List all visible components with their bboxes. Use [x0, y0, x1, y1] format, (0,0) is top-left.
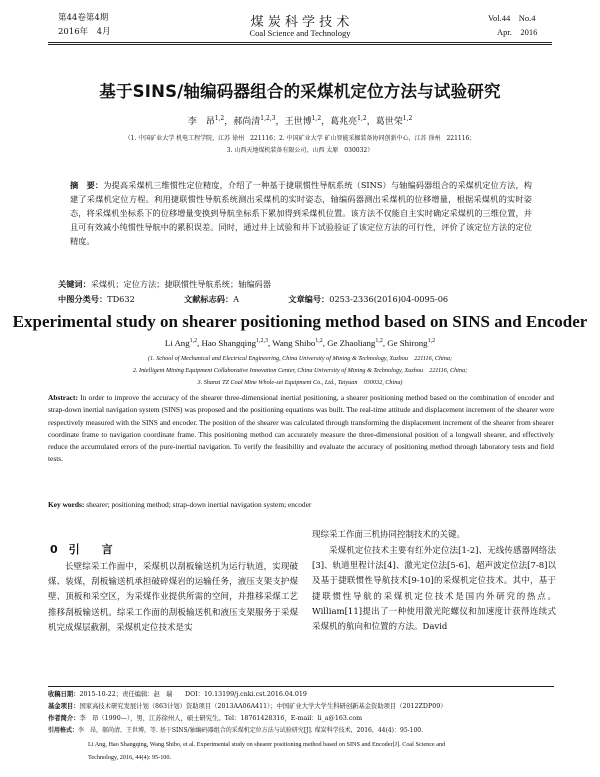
header-date-cn: 2016年 4月 [58, 27, 111, 37]
footnote-label: 作者简介： [48, 715, 80, 722]
footnote-citation-en-1: Li Ang, Hao Shangqing, Wang Shibo, et al. Experimental study on shearer positioning method based on SINS and Encoder[J]. Coal Science and [88, 741, 446, 748]
keywords-en-text: shearer; positioning method; strap-down inertial navigation system; encoder [86, 500, 312, 509]
affiliation-en-line: (1. School of Mechanical and Electrical Engineering, China University of Mining & Technology, Xuzhou 221116, China; [147, 355, 453, 362]
article-number-value: 0253-2336(2016)04-0095-06 [329, 294, 449, 304]
header-rule [48, 42, 552, 43]
footnote-citation-en-2: Technology, 2016, 44(4): 95-100. [88, 754, 172, 761]
author-cn: 郝尚清$^{1,2,3}$ [233, 115, 276, 127]
header-journal-name-en: Coal Science and Technology [249, 28, 351, 38]
header-vol-en: Vol.44 No.4 [488, 13, 536, 23]
authors-cn: 李 昂$^{1,2}$，郝尚清$^{1,2,3}$，王世博$^{1,2}$，葛兆亮$^{1,2}$，葛世荣$^{1,2}$ [187, 115, 413, 127]
abstract-en-text: In order to improve the accuracy of the shearer three-dimensional inertial positioning, a shearer positioning method based on the combination of encoder and strap-down inertial navigation system (SINS) was proposed and the positioning equations was built. The real-time attitude and displacement increment of the shearer were respectively measured with the SINS and encoder. The position of the shearer was calculated through transforming the displacement increment of the shearer from shearer coordinate frame to navigation coordinate frame. This positioning method can accurately measure the three-dimensional position of a longwall shearer, and effectively reduce the accumulated errors of the pure-inertial navigation. To verify the feasibility and evaluate the accuracy of positioning method through laboratory tests and field tests. [48, 393, 554, 464]
keywords-en [48, 500, 554, 509]
footnote-rule [48, 686, 554, 687]
affiliation-en-line: 2. Intelligent Mining Equipment Collaborative Innovation Center, China University of Mining & Technology, Xuzhou 221116, China; [132, 367, 468, 374]
clc-label: 中图分类号： [58, 294, 108, 304]
author-en: Li Ang$^{1,2}$ [164, 338, 198, 348]
footnote-text: 李 昂（1990—），男，江苏徐州人，硕士研究生。Tel：18761428316，E-mail：li_a@163.com [79, 715, 363, 722]
footnote-funding [48, 701, 447, 713]
author-cn: 葛兆亮$^{1,2}$ [330, 115, 367, 127]
footnote-text: 国家高技术研究发展计划（863计划）资助项目（2013AA06A411）；中国矿业大学大学生科研创新基金资助项目（2012ZDP09） [79, 703, 447, 710]
authors-en: Li Ang$^{1,2}$, Hao Shangqing$^{1,2,3}$, Wang Shibo$^{1,2}$, Ge Zhaoliang$^{1,2}$, Ge Shirong$^{1,2}$ [164, 338, 436, 348]
abstract-en-label: Abstract: [48, 393, 78, 402]
header-date-en: Apr. 2016 [497, 27, 538, 37]
keywords-cn-label: 关键词： [58, 279, 91, 289]
header-rule-2 [48, 44, 552, 45]
footnote-label: 收稿日期： [48, 691, 80, 698]
footnote-citation-cn [48, 725, 423, 737]
article-number-label: 文章编号： [288, 294, 330, 304]
footnote-label: 基金项目： [48, 703, 80, 710]
intro-left-text: 长壁综采工作面中，采煤机以刮板输送机为运行轨道，实现破煤、装煤，刮板输送机承担破碎煤岩的运输任务，液压支架支护煤壁、顶板和采空区，为采煤作业提供所需的空间，并推移采煤工艺推移刮板输送机。综采工作面的刮板输送机和液压支架服务于采煤机完成煤层截割，采煤机定位技术是实 [48, 562, 298, 633]
author-cn: 李 昂$^{1,2}$ [187, 115, 225, 127]
author-cn: 葛世荣$^{1,2}$ [375, 115, 413, 127]
author-en: Hao Shangqing$^{1,2,3}$ [201, 338, 269, 348]
keywords-cn-text: 采煤机；定位方法；捷联惯性导航系统；轴编码器 [90, 279, 271, 289]
footnote-text: 2015-10-22；责任编辑：赵 瑞 DOI：10.13199/j.cnki.cst.2016.04.019 [79, 691, 307, 698]
intro-right-text-1: 现综采工作面三机协同控制技术的关键。 [312, 530, 466, 540]
intro-right-text-2: 采煤机定位技术主要有红外定位法[1-2]、无线传感器网络法[3]、轨道里程计法[4]、激光定位法[5-6]、超声波定位法[7-8]以及基于捷联惯性导航技术[9-10]的采煤机定位技术。其中，基于捷联惯性导航的采煤机定位技术是国内外研究的热点。William[11]提出了一种使用激光陀螺仪和加速度计获得连续式采煤机的航向和位置的方法。David [312, 546, 556, 633]
abstract-cn-label: 摘 要： [70, 180, 104, 190]
intro-paragraph-left [48, 560, 298, 636]
author-en: Wang Shibo$^{1,2}$ [272, 338, 323, 348]
intro-paragraph-right-2 [312, 544, 556, 635]
doc-code-label: 文献标志码： [184, 294, 234, 304]
header-issue-cn: 第44卷第4期 [58, 13, 109, 23]
title-cn: 基于SINS/轴编码器组合的采煤机定位方法与试验研究 [99, 82, 501, 101]
clc-value: TD632 [107, 294, 135, 304]
footnote-text: 李 昂，郝尚清，王世博，等. 基于SINS/轴编码器组合的采煤机定位方法与试验研究[J]. 煤炭科学技术，2016，44(4)：95-100. [78, 727, 424, 734]
abstract-cn [70, 178, 532, 248]
abstract-en [48, 392, 554, 466]
intro-paragraph-right-1 [312, 528, 556, 543]
footnote-label: 引用格式： [48, 727, 79, 734]
affiliation-cn-line: （1. 中国矿业大学 机电工程学院，江苏 徐州 221116；2. 中国矿业大学 矿山智能采掘装备协同创新中心，江苏 徐州 221116； [124, 135, 476, 142]
keywords-cn [58, 279, 538, 290]
affiliation-cn-line: 3. 山西天地煤机装备有限公司，山西 太原 030032） [226, 147, 374, 154]
author-en: Ge Zhaoliang$^{1,2}$ [327, 338, 383, 348]
keywords-en-label: Key words: [48, 500, 85, 509]
footnote-author [48, 713, 362, 725]
doc-code-value: A [233, 294, 240, 304]
affiliation-en-line: 3. Shanxi TZ Coal Mine Whole-set Equipment Co., Ltd., Taiyuan 030032, China) [197, 379, 403, 386]
title-en: Experimental study on shearer positioning method based on SINS and Encoder [12, 312, 588, 331]
header-journal-name-cn: 煤 炭 科 学 技 术 [250, 15, 350, 30]
abstract-cn-text: 为提高采煤机三维惯性定位精度，介绍了一种基于捷联惯性导航系统（SINS）与轴编码器组合的采煤机定位方法，构建了采煤机定位方程。利用捷联惯性导航系统测出采煤机的实时姿态，轴编码器测出采煤机的位移增量，根据采煤机的实时姿态，将采煤机坐标系下的位移增量变换到导航坐标系下累加得到采煤机位置。该方法不仅能自主实时确定采煤机的三维位置，并且可有效减小纯惯性导航中的累积误差。同时，通过井上试验和井下试验验证了该定位方法的可行性，评价了该定位方法的定位精度。 [70, 180, 532, 246]
footnote-received [48, 689, 307, 701]
author-en: Ge Shirong$^{1,2}$ [387, 338, 436, 348]
author-cn: 王世博$^{1,2}$ [284, 115, 322, 127]
section-heading-introduction: 0 引 言 [50, 543, 113, 556]
classification-line [58, 294, 538, 305]
